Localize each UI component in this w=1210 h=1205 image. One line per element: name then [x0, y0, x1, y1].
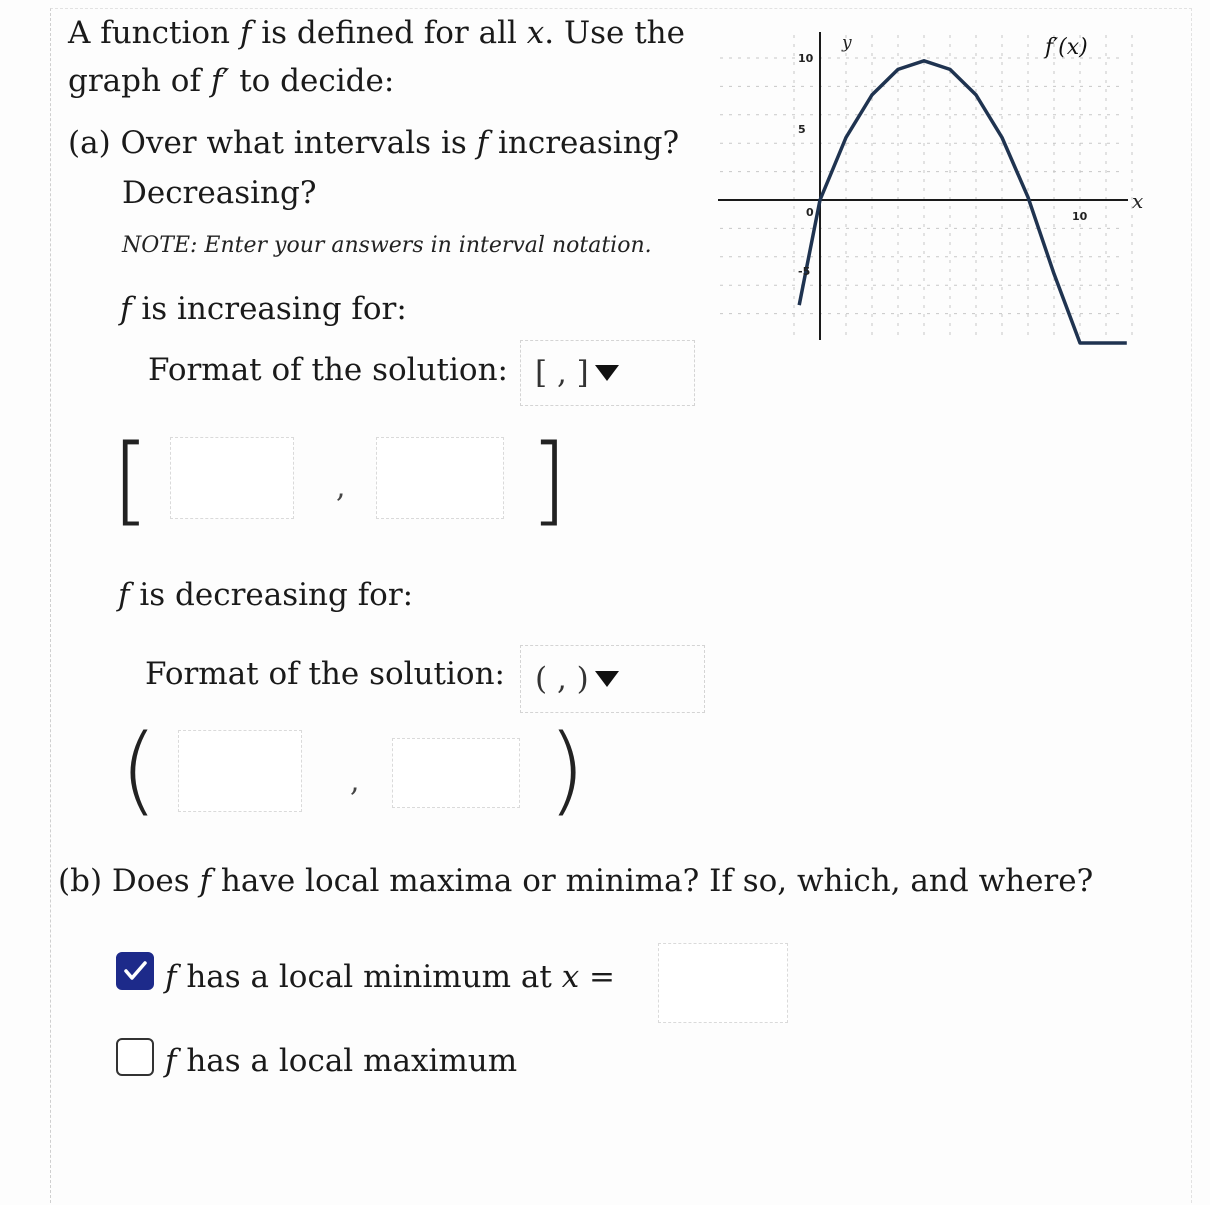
intro-fprime: f′ — [210, 63, 230, 99]
chart-title: f′(x) — [1045, 35, 1088, 60]
increasing-upper-input[interactable] — [376, 437, 504, 519]
decreasing-label — [118, 578, 413, 612]
intro-f: f — [239, 15, 252, 51]
dropdown-arrow-icon — [595, 365, 619, 381]
checkmark-icon — [120, 956, 150, 986]
local-maximum-checkbox[interactable] — [116, 1038, 154, 1076]
decreasing-format-select[interactable] — [520, 645, 705, 713]
decreasing-upper-input[interactable] — [392, 738, 520, 808]
part-b-question-prefix: Does — [111, 863, 190, 899]
y-tick-label: -5 — [798, 265, 811, 278]
decreasing-open-paren: ( — [120, 714, 158, 826]
local-minimum-label — [165, 960, 615, 994]
minimum-f: f — [165, 959, 177, 995]
fprime-graph — [700, 10, 1170, 345]
local-minimum-checkbox[interactable] — [116, 952, 154, 990]
y-tick-label: 5 — [798, 123, 806, 136]
increasing-f: f — [120, 291, 132, 327]
y-axis-label: y — [842, 33, 852, 53]
y-tick-label: 0 — [806, 206, 814, 219]
intro-prefix: A function — [68, 15, 231, 51]
decreasing-close-paren: ) — [548, 714, 586, 826]
minimum-x: x — [561, 959, 580, 995]
part-b-question — [58, 864, 1093, 898]
increasing-label-text: is increasing for: — [141, 291, 407, 327]
increasing-close-bracket: ] — [530, 424, 568, 536]
intro-x: x — [526, 15, 545, 51]
y-tick-label: 10 — [798, 52, 814, 65]
interval-note: NOTE: Enter your answers in interval notation. — [122, 233, 652, 258]
maximum-text: has a local maximum — [186, 1043, 518, 1079]
x-tick-label: 10 — [1072, 210, 1088, 223]
intro-line2-prefix: graph of — [68, 63, 201, 99]
part-b-question-suffix: have local maxima or minima? If so, which, and where? — [220, 863, 1094, 899]
intro-suffix: . Use the — [544, 15, 685, 51]
intro-middle: is defined for all — [261, 15, 517, 51]
increasing-separator: , — [336, 470, 346, 505]
part-a-label: (a) — [68, 125, 111, 161]
increasing-lower-input[interactable] — [170, 437, 294, 519]
dropdown-arrow-icon — [595, 671, 619, 687]
part-a-question-line2: Decreasing? — [122, 175, 317, 211]
x-axis-label: x — [1132, 189, 1144, 213]
part-b-label: (b) — [58, 863, 103, 899]
maximum-f: f — [165, 1043, 177, 1079]
part-b-f: f — [199, 863, 212, 899]
local-maximum-label — [165, 1044, 517, 1078]
intro-line2-suffix: to decide: — [239, 63, 395, 99]
minimum-equals: = — [589, 959, 616, 995]
fprime-curve — [799, 61, 1127, 343]
increasing-format-label: Format of the solution: — [148, 352, 508, 388]
part-a-question-suffix: increasing? — [497, 125, 680, 161]
increasing-format-value: [ , ] — [535, 355, 589, 391]
part-a-f: f — [476, 125, 489, 161]
intro-line-2 — [68, 64, 394, 98]
minimum-text: has a local minimum at — [186, 959, 552, 995]
increasing-format-select[interactable] — [520, 340, 695, 406]
part-a-question-prefix: Over what intervals is — [120, 125, 467, 161]
increasing-open-bracket: [ — [112, 424, 150, 536]
decreasing-format-value: ( , ) — [535, 661, 589, 697]
increasing-label — [120, 292, 407, 326]
decreasing-label-text: is decreasing for: — [139, 577, 414, 613]
part-a-question — [68, 126, 679, 160]
intro-line-1 — [68, 16, 685, 50]
decreasing-format-label: Format of the solution: — [145, 656, 505, 692]
decreasing-f: f — [118, 577, 130, 613]
local-minimum-input[interactable] — [658, 943, 788, 1023]
decreasing-separator: , — [350, 764, 360, 799]
decreasing-lower-input[interactable] — [178, 730, 302, 812]
